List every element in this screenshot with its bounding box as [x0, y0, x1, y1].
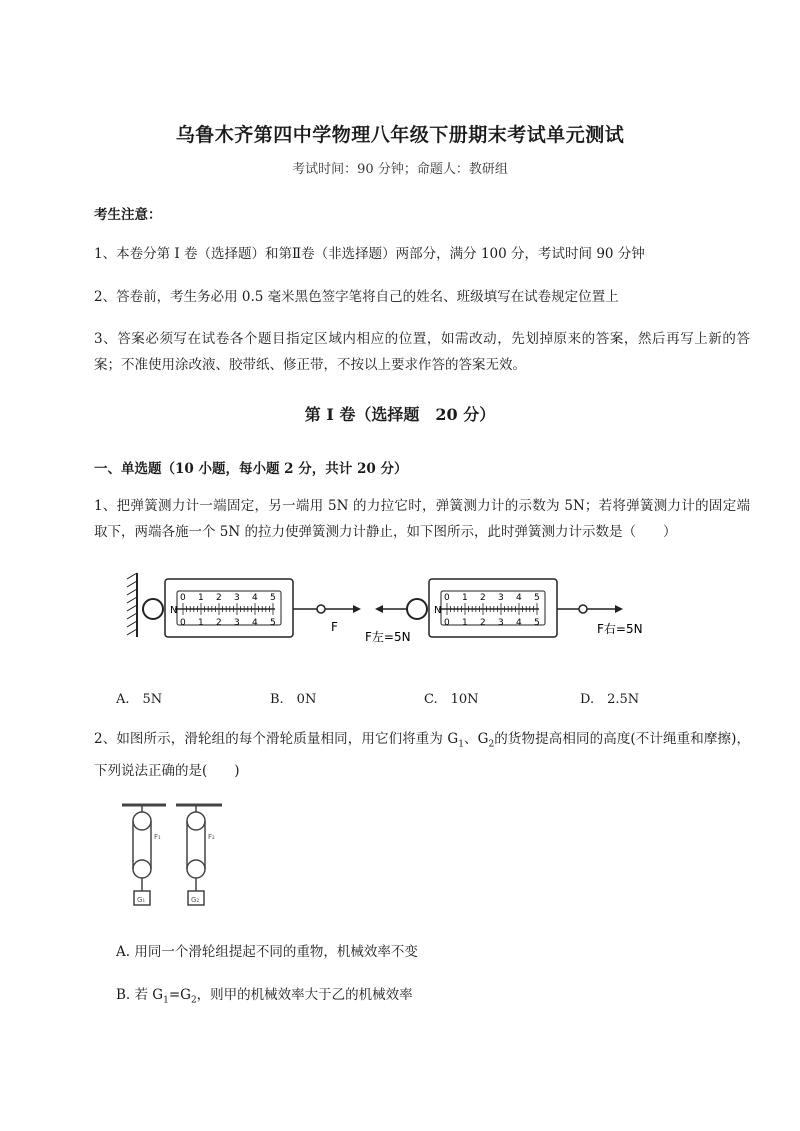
- q1-option-a[interactable]: A. 5N: [116, 692, 163, 707]
- label-f-right: F右=5N: [597, 622, 643, 636]
- scale-tick-label: 0: [180, 593, 186, 603]
- question-1-stem: 1、把弹簧测力计一端固定，另一端用 5N 的力拉它时，弹簧测力计的示数为 5N；若将弹簧测力计的固定端取下，两端各施一个 5N 的拉力使弹簧测力计静止，如下图所示，此时弹簧测力计示数是（ ）: [94, 498, 750, 540]
- scale-tick-label: 5: [270, 618, 276, 628]
- notice-heading: 考生注意：: [94, 207, 162, 223]
- scale-tick-label: 5: [534, 618, 540, 628]
- spring-scale-figure: [125, 565, 665, 655]
- scale-tick-label: 2: [216, 593, 222, 603]
- scale-tick-label: 3: [498, 618, 504, 628]
- scale-tick-label: 3: [234, 593, 240, 603]
- question-2-stem: 2、如图所示，滑轮组的每个滑轮质量相同，用它们将重为 $G_1$、$G_2$的货物提高相同的高度(不计绳重和摩擦)，下列说法正确的是( ): [94, 731, 750, 779]
- exam-subtitle: 考试时间：90 分钟；命题人：教研组: [292, 162, 508, 177]
- scale-tick-label: 0: [444, 618, 450, 628]
- q1-option-b[interactable]: B. 0N: [270, 692, 317, 707]
- scale-tick-label: 1: [462, 593, 468, 603]
- scale-tick-label: 4: [252, 593, 258, 603]
- zero-mark-left: N: [170, 605, 178, 616]
- scale-tick-label: 1: [198, 593, 204, 603]
- scale-tick-label: 1: [462, 618, 468, 628]
- scale-tick-label: 3: [234, 618, 240, 628]
- scale-tick-label: 0: [180, 618, 186, 628]
- label-f2: F₂: [208, 833, 215, 841]
- q1-option-c[interactable]: C. 10N: [424, 692, 479, 707]
- label-f-left: F左=5N: [365, 630, 411, 644]
- scale-tick-label: 4: [252, 618, 258, 628]
- scale-tick-label: 5: [270, 593, 276, 603]
- zero-mark-right: N: [434, 605, 442, 616]
- q1-option-d[interactable]: D. 2.5N: [580, 692, 640, 707]
- q2-choice-a[interactable]: A. 用同一个滑轮组提起不同的重物，机械效率不变: [116, 944, 418, 960]
- section-title: 第 I 卷（选择题 20 分）: [304, 405, 496, 424]
- scale-tick-label: 2: [480, 618, 486, 628]
- q2-choice-b[interactable]: B. 若 $G_1=G_2$，则甲的机械效率大于乙的机械效率: [116, 987, 413, 1006]
- wall-hatch: [127, 573, 137, 637]
- scale-tick-label: 1: [198, 618, 204, 628]
- part-heading: 一、单选题（10 小题，每小题 2 分，共计 20 分）: [94, 461, 408, 477]
- notice-item-1: 1、本卷分第 I 卷（选择题）和第Ⅱ卷（非选择题）两部分，满分 100 分，考试时间 90 分钟: [94, 246, 645, 262]
- scale-tick-label: 2: [480, 593, 486, 603]
- label-g2: G₂: [191, 896, 200, 904]
- scale-tick-label: 4: [516, 593, 522, 603]
- exam-title: 乌鲁木齐第四中学物理八年级下册期末考试单元测试: [175, 124, 625, 146]
- label-f: F: [331, 620, 338, 634]
- notice-item-3: 3、答案必须写在试卷各个题目指定区域内相应的位置，如需改动，先划掉原来的答案，然后再写上新的答案；不准使用涂改液、胶带纸、修正带，不按以上要求作答的答案无效。: [94, 331, 750, 373]
- notice-item-2: 2、答卷前，考生务必用 0.5 毫米黑色签字笔将自己的姓名、班级填写在试卷规定位置上: [94, 289, 619, 305]
- scale-tick-label: 0: [444, 593, 450, 603]
- scale-tick-label: 3: [498, 593, 504, 603]
- scale-tick-label: 5: [534, 593, 540, 603]
- scale-tick-label: 4: [516, 618, 522, 628]
- label-g1: G₁: [137, 896, 146, 904]
- pulley-figure: [114, 795, 244, 917]
- label-f1: F₁: [154, 833, 161, 841]
- scale-tick-label: 2: [216, 618, 222, 628]
- spring-scale-right: [375, 579, 623, 637]
